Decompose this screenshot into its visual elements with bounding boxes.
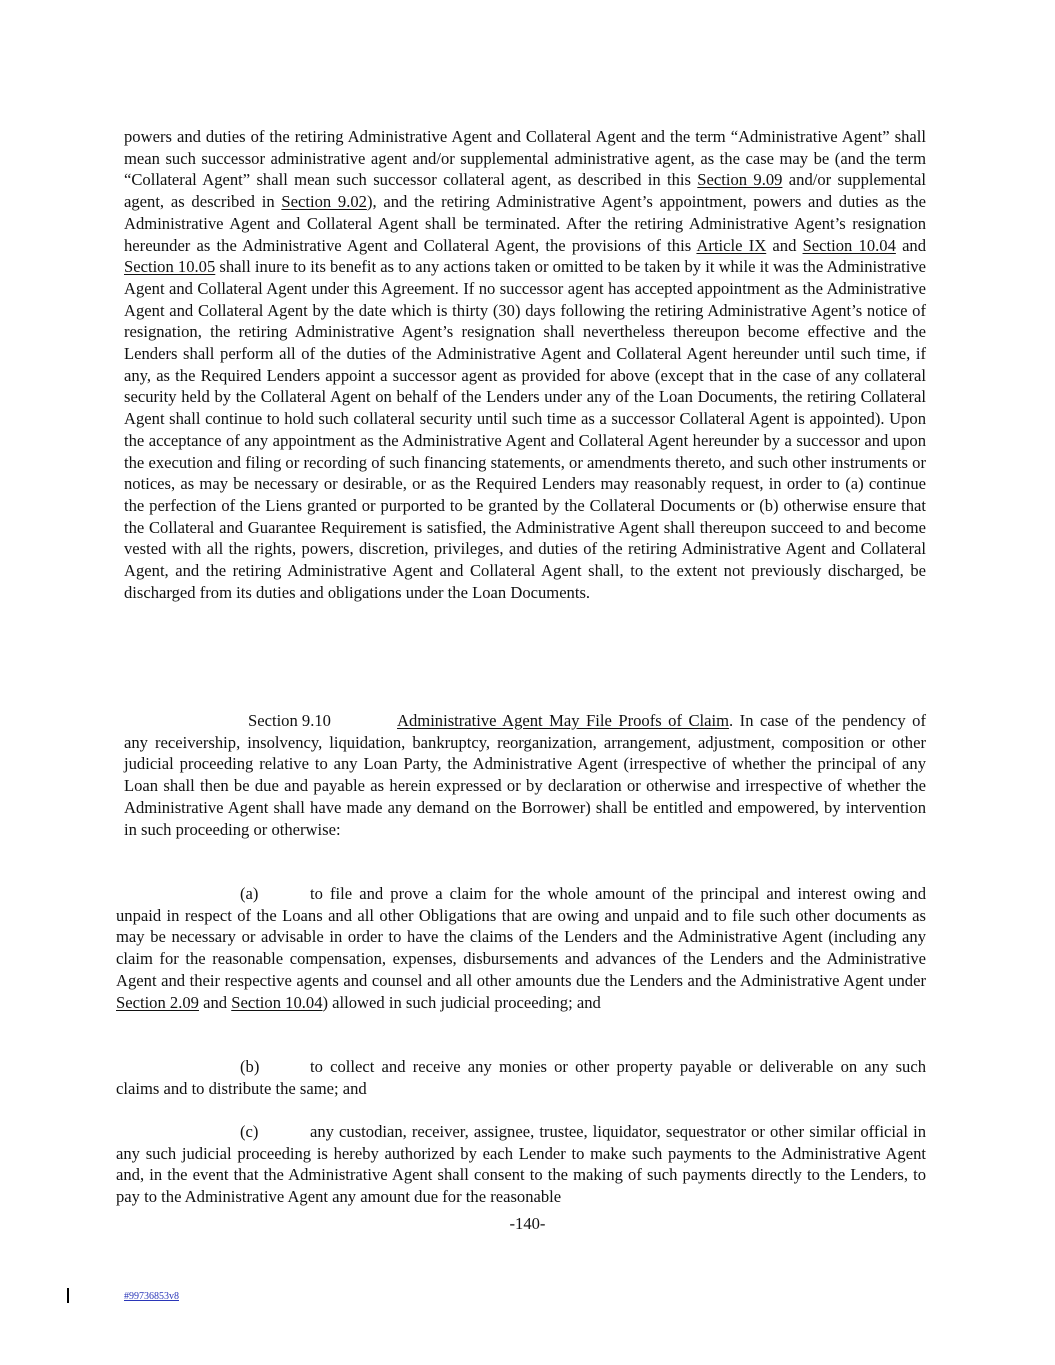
item-text: and [198, 992, 232, 1012]
list-item-a [116, 883, 926, 1013]
paragraph-text: powers and duties of the retiring Administrative Agent and Collateral Agent and the term “Administrative Agent” shall mean such successor administrative agent and/or supplemental administrative agent, as the case may be (and the term “Collateral Agent” shall mean such successor collateral agent, as described in this [124, 127, 926, 190]
item-text: to collect and receive any monies or other property payable or deliverable on any such claims and to distribute the same; and [116, 1057, 926, 1098]
list-item-b [116, 1056, 926, 1099]
paragraph-successor-agent [124, 126, 926, 603]
paragraph-text: ), and the retiring Administrative Agent’s appointment, powers and duties as the Administrative Agent and Collateral Agent shall be terminated. After the retiring Administrative Agent’s resignation hereunder as the Administrative Agent and Collateral Agent, the provisions of this [124, 192, 926, 255]
item-label: (b) [240, 1057, 260, 1076]
item-text: any custodian, receiver, assignee, trustee, liquidator, sequestrator or other similar official in any such judicial proceeding is hereby authorized by each Lender to make such payments to the Administrative Agent and, in the event that the Administrative Agent shall consent to the making of such payments directly to the Lenders, to pay to the Administrative Agent any amount due for the reasonable [116, 1122, 926, 1207]
cross-reference-link: Section 10.04 [231, 992, 323, 1012]
item-label: (c) [240, 1122, 259, 1141]
item-text: ) allowed in such judicial proceeding; and [322, 992, 601, 1012]
section-body-text: . In case of the pendency of any receivership, insolvency, liquidation, bankruptcy, reorganization, arrangement, adjustment, composition or other judicial proceeding relative to any Loan Party, the Administrative Agent (irrespective of whether the principal of any Loan shall then be due and payable as herein expressed or by declaration or otherwise and irrespective of whether the Administrative Agent shall have made any demand on the Borrower) shall be entitled and empowered, by intervention in such proceeding or otherwise: [124, 711, 926, 839]
cross-reference-link: Section 10.04 [802, 235, 896, 255]
item-label: (a) [240, 884, 259, 903]
section-heading: Administrative Agent May File Proofs of Claim [397, 711, 730, 730]
cross-reference-link: Section 9.02 [281, 192, 367, 212]
section-number: Section 9.10 [248, 711, 331, 730]
paragraph-text: shall inure to its benefit as to any actions taken or omitted to be taken by it while it was the Administrative Agent and Collateral Agent under this Agreement. If no successor agent has accepted appointment as the Administrative Agent and Collateral Agent by the date which is thirty (30) days following the retiring Administrative Agent’s notice of resignation, the retiring Administrative Agent’s resignation shall nevertheless thereupon become effective and the Lenders shall perform all of the duties of the Administrative Agent and Collateral Agent hereunder until such time, if any, as the Required Lenders appoint a successor agent as provided for above (except that in the case of any collateral security held by the Collateral Agent on behalf of the Lenders under any of the Loan Documents, the retiring Collateral Agent shall continue to hold such collateral security until such time as a successor Collateral Agent is appointed). Upon the acceptance of any appointment as the Administrative Agent and Collateral Agent hereunder by a successor and upon the execution and filing or recording of such financing statements, or amendments thereto, and such other instruments or notices, as may be necessary or desirable, or as the Required Lenders may reasonably request, in order to (a) continue the perfection of the Liens granted or purported to be granted by the Collateral Documents or (b) otherwise ensure that the Collateral and Guarantee Requirement is satisfied, the Administrative Agent shall thereupon succeed to and become vested with all the rights, powers, discretion, privileges, and duties of the retiring Administrative Agent and Collateral Agent, and the retiring Administrative Agent and Collateral Agent shall, to the extent not previously discharged, be discharged from its duties and obligations under the Loan Documents. [124, 257, 926, 602]
change-bar [67, 1288, 69, 1303]
document-id-link[interactable]: #99736853v8 [124, 1291, 179, 1302]
section-9-10-paragraph [124, 710, 926, 840]
paragraph-text: and [766, 235, 803, 255]
cross-reference-link: Section 2.09 [116, 992, 199, 1012]
item-text: to file and prove a claim for the whole amount of the principal and interest owing and unpaid in respect of the Loans and all other Obligations that are owing and unpaid and to file such other documents as may be necessary or advisable in order to have the claims of the Lenders and the Administrative Agent (including any claim for the reasonable compensation, expenses, disbursements and advances of the Lenders and the Administrative Agent and their respective agents and counsel and all other amounts due the Lenders and the Administrative Agent under [116, 884, 926, 990]
list-item-c [116, 1121, 926, 1208]
cross-reference-link: Article IX [696, 235, 767, 255]
page-number: -140- [509, 1214, 546, 1233]
cross-reference-link: Section 10.05 [124, 257, 216, 277]
paragraph-text: and [895, 235, 927, 255]
cross-reference-link: Section 9.09 [697, 170, 783, 190]
paragraph-text: and/or supplemental agent, as described in [124, 170, 926, 212]
